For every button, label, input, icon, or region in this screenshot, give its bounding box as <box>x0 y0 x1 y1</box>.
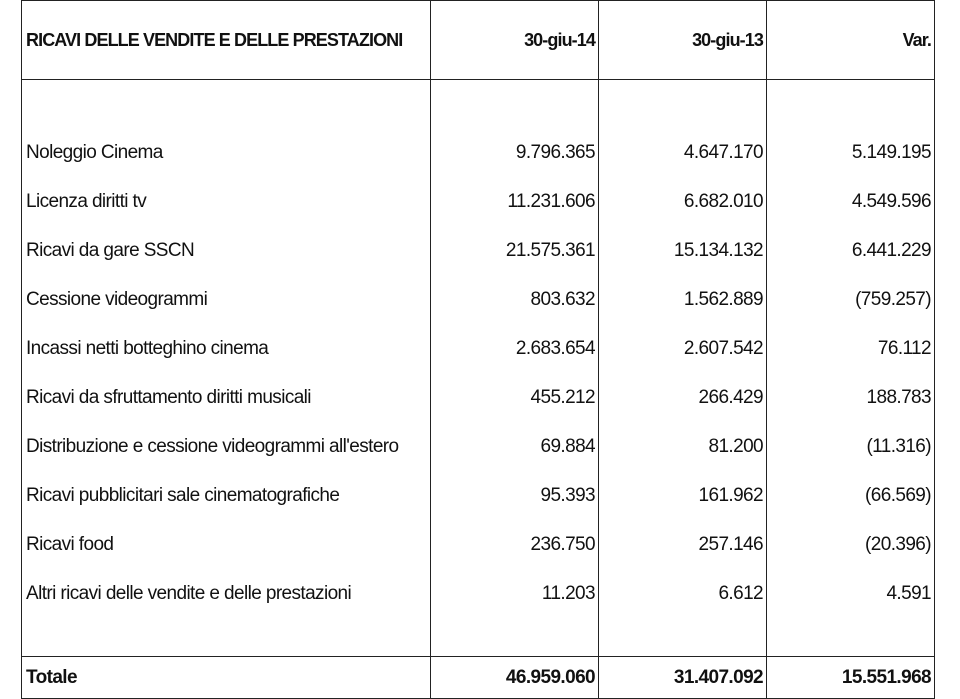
row-label: Licenza diritti tv <box>22 177 431 226</box>
spacer-row <box>22 618 935 657</box>
total-variation: 15.551.968 <box>767 657 935 699</box>
table-row <box>22 471 935 520</box>
value-2014: 11.231.606 <box>431 177 599 226</box>
table-row <box>22 177 935 226</box>
revenue-table-sheet <box>21 0 934 697</box>
table-row <box>22 373 935 422</box>
value-variation: 76.112 <box>767 324 935 373</box>
total-row <box>22 657 935 699</box>
total-label: Totale <box>22 657 431 699</box>
value-2013: 81.200 <box>599 422 767 471</box>
table-row <box>22 520 935 569</box>
row-label: Cessione videogrammi <box>22 275 431 324</box>
value-2013: 2.607.542 <box>599 324 767 373</box>
table-row <box>22 324 935 373</box>
row-label: Noleggio Cinema <box>22 128 431 177</box>
row-label: Ricavi da sfruttamento diritti musicali <box>22 373 431 422</box>
row-label: Ricavi da gare SSCN <box>22 226 431 275</box>
table-row <box>22 226 935 275</box>
row-label: Altri ricavi delle vendite e delle prestazioni <box>22 569 431 618</box>
value-variation: 4.591 <box>767 569 935 618</box>
total-2013: 31.407.092 <box>599 657 767 699</box>
row-label: Ricavi pubblicitari sale cinematografiche <box>22 471 431 520</box>
row-label: Distribuzione e cessione videogrammi all'estero <box>22 422 431 471</box>
value-2014: 95.393 <box>431 471 599 520</box>
value-2014: 11.203 <box>431 569 599 618</box>
header-2014: 30-giu-14 <box>431 1 599 80</box>
value-2013: 257.146 <box>599 520 767 569</box>
value-variation: 188.783 <box>767 373 935 422</box>
value-2014: 9.796.365 <box>431 128 599 177</box>
spacer-row <box>22 80 935 129</box>
value-2013: 161.962 <box>599 471 767 520</box>
value-2013: 266.429 <box>599 373 767 422</box>
value-variation: (11.316) <box>767 422 935 471</box>
value-variation: (759.257) <box>767 275 935 324</box>
value-2013: 4.647.170 <box>599 128 767 177</box>
value-2013: 6.612 <box>599 569 767 618</box>
header-description: RICAVI DELLE VENDITE E DELLE PRESTAZIONI <box>22 1 431 80</box>
table-row <box>22 275 935 324</box>
table-row <box>22 569 935 618</box>
value-variation: 4.549.596 <box>767 177 935 226</box>
total-2014: 46.959.060 <box>431 657 599 699</box>
value-2014: 236.750 <box>431 520 599 569</box>
revenue-table <box>21 0 935 699</box>
value-2014: 2.683.654 <box>431 324 599 373</box>
table-row <box>22 128 935 177</box>
header-row <box>22 1 935 80</box>
table-row <box>22 422 935 471</box>
row-label: Ricavi food <box>22 520 431 569</box>
value-2013: 6.682.010 <box>599 177 767 226</box>
value-variation: 5.149.195 <box>767 128 935 177</box>
value-2014: 21.575.361 <box>431 226 599 275</box>
value-2013: 15.134.132 <box>599 226 767 275</box>
value-2014: 803.632 <box>431 275 599 324</box>
value-variation: 6.441.229 <box>767 226 935 275</box>
header-variation: Var. <box>767 1 935 80</box>
value-2014: 455.212 <box>431 373 599 422</box>
value-variation: (66.569) <box>767 471 935 520</box>
row-label: Incassi netti botteghino cinema <box>22 324 431 373</box>
value-2013: 1.562.889 <box>599 275 767 324</box>
value-variation: (20.396) <box>767 520 935 569</box>
header-2013: 30-giu-13 <box>599 1 767 80</box>
value-2014: 69.884 <box>431 422 599 471</box>
